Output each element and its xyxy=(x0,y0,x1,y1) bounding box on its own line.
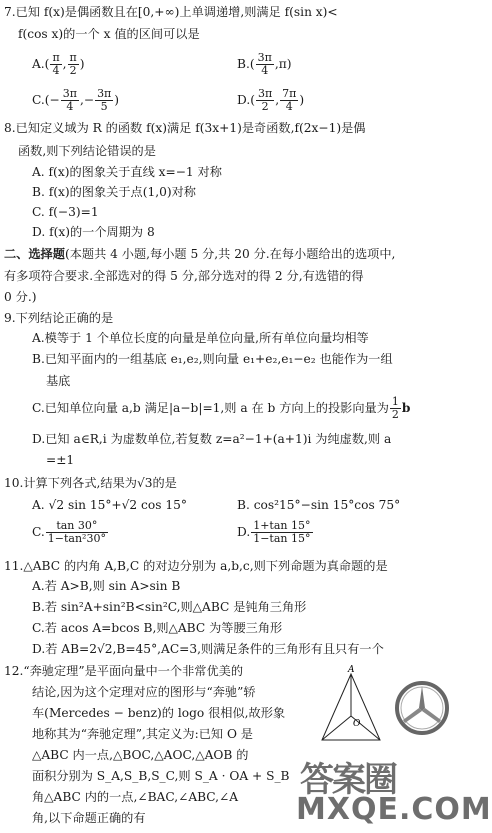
section2-line3: 0 分.) xyxy=(4,290,37,304)
section2-line2: 有多项符合要求.全部选对的得 5 分,部分选对的得 2 分,有选错的得 xyxy=(4,269,364,283)
q8-line2: 函数,则下列结论错误的是 xyxy=(18,144,156,158)
q9-option-c: C.已知单位向量 a,b 满足|a−b|=1,则 a 在 b 方向上的投影向量为 $\frac{1}{2}$ b xyxy=(32,395,411,421)
segment-ob xyxy=(322,716,351,740)
q10-option-d: D. $\frac{1+\tan 15^\circ}{1-\tan 15^\circ}$ xyxy=(237,519,311,545)
q7-option-d: D.( $\frac{3\pi}{2}$ , $\frac{7\pi}{4}$ ) xyxy=(237,87,305,113)
q9-option-d-line2: =±1 xyxy=(46,453,75,467)
q9-option-b-line1: B.已知平面内的一组基底 e₁,e₂,则向量 e₁+e₂,e₁−e₂ 也能作为一组 xyxy=(32,352,393,366)
q9-stem: 9.下列结论正确的是 xyxy=(4,311,114,325)
q12-line1: 12.“奔驰定理”是平面向量中一个非常优美的 xyxy=(4,664,244,678)
q10-option-b: B. cos²15°−sin 15°cos 75° xyxy=(237,498,401,512)
q9-option-b-line2: 基底 xyxy=(46,374,71,388)
q7-option-c: C.(− $\frac{3\pi}{4}$ ,− $\frac{3\pi}{5}$ ) xyxy=(32,87,120,113)
section2-line1: 二、选择题(本题共 4 小题,每小题 5 分,共 20 分.在每小题给出的选项中, xyxy=(4,247,396,261)
q7-option-b: B.( $\frac{3\pi}{4}$ ,π) xyxy=(237,51,292,77)
label-o: O xyxy=(353,719,361,729)
q11-option-a: A.若 A>B,则 sin A>sin B xyxy=(32,579,181,593)
q12-line4: 地称其为“奔驰定理”,其定义为:已知 O 是 xyxy=(32,727,253,741)
q7-line2: f(cos x)的一个 x 值的区间可以是 xyxy=(18,27,200,41)
q12-line7: 角△ABC 内的一点,∠BAC,∠ABC,∠A xyxy=(32,790,239,804)
q8-line1: 8.已知定义域为 R 的函数 f(x)满足 f(3x+1)是奇函数,f(2x−1)是偶 xyxy=(4,121,366,135)
q8-option-c: C. f(−3)=1 xyxy=(32,205,99,219)
watermark-url: MXQE.COM xyxy=(296,792,492,827)
mercedes-logo-icon xyxy=(392,678,452,738)
q11-option-d: D.若 AB=2√2,B=45°,AC=3,则满足条件的三角形有且只有一个 xyxy=(32,642,384,656)
label-a: A xyxy=(348,665,355,675)
q7-line1: 7.已知 f(x)是偶函数且在[0,+∞)上单调递增,则满足 f(sin x)< xyxy=(4,5,338,19)
q11-option-b: B.若 sin²A+sin²B<sin²C,则△ABC 是钝角三角形 xyxy=(32,600,307,614)
q11-stem: 11.△ABC 的内角 A,B,C 的对边分别为 a,b,c,则下列命题为真命题的是 xyxy=(4,559,388,573)
q10-option-a: A. √2 sin 15°+√2 cos 15° xyxy=(32,498,187,512)
q11-option-c: C.若 acos A=bcos B,则△ABC 为等腰三角形 xyxy=(32,621,283,635)
q12-line2: 结论,因为这个定理对应的图形与“奔驰”轿 xyxy=(32,685,256,699)
q9-option-a: A.模等于 1 个单位长度的向量是单位向量,所有单位向量均相等 xyxy=(32,331,369,345)
q8-option-b: B. f(x)的图象关于点(1,0)对称 xyxy=(32,185,196,199)
section2-heading: 二、选择题 xyxy=(4,247,65,261)
q12-line5: △ABC 内一点,△BOC,△AOC,△AOB 的 xyxy=(32,748,249,762)
benz-triangle-figure xyxy=(318,664,384,744)
q12-line8: 角,以下命题正确的有 xyxy=(32,811,146,825)
q9-option-d-line1: D.已知 a∈R,i 为虚数单位,若复数 z=a²−1+(a+1)i 为纯虚数,则 a xyxy=(32,432,392,446)
watermark-logo: 答案圈 xyxy=(300,760,396,800)
q12-line3: 车(Mercedes − benz)的 logo 很相似,故形象 xyxy=(32,706,286,720)
q10-stem: 10.计算下列各式,结果为√3的是 xyxy=(4,476,177,490)
q8-option-a: A. f(x)的图象关于直线 x=−1 对称 xyxy=(32,165,222,179)
q7-option-a: A.( $\frac{\pi}{4}$ , $\frac{\pi}{2}$ ) xyxy=(32,51,85,77)
q12-line6: 面积分别为 S_A,S_B,S_C,则 S_A · OA + S_B xyxy=(32,769,290,783)
q10-option-c: C. $\frac{\tan 30^\circ}{\text{1−tan²30°}}$ xyxy=(32,519,106,545)
q8-option-d: D. f(x)的一个周期为 8 xyxy=(32,225,155,239)
